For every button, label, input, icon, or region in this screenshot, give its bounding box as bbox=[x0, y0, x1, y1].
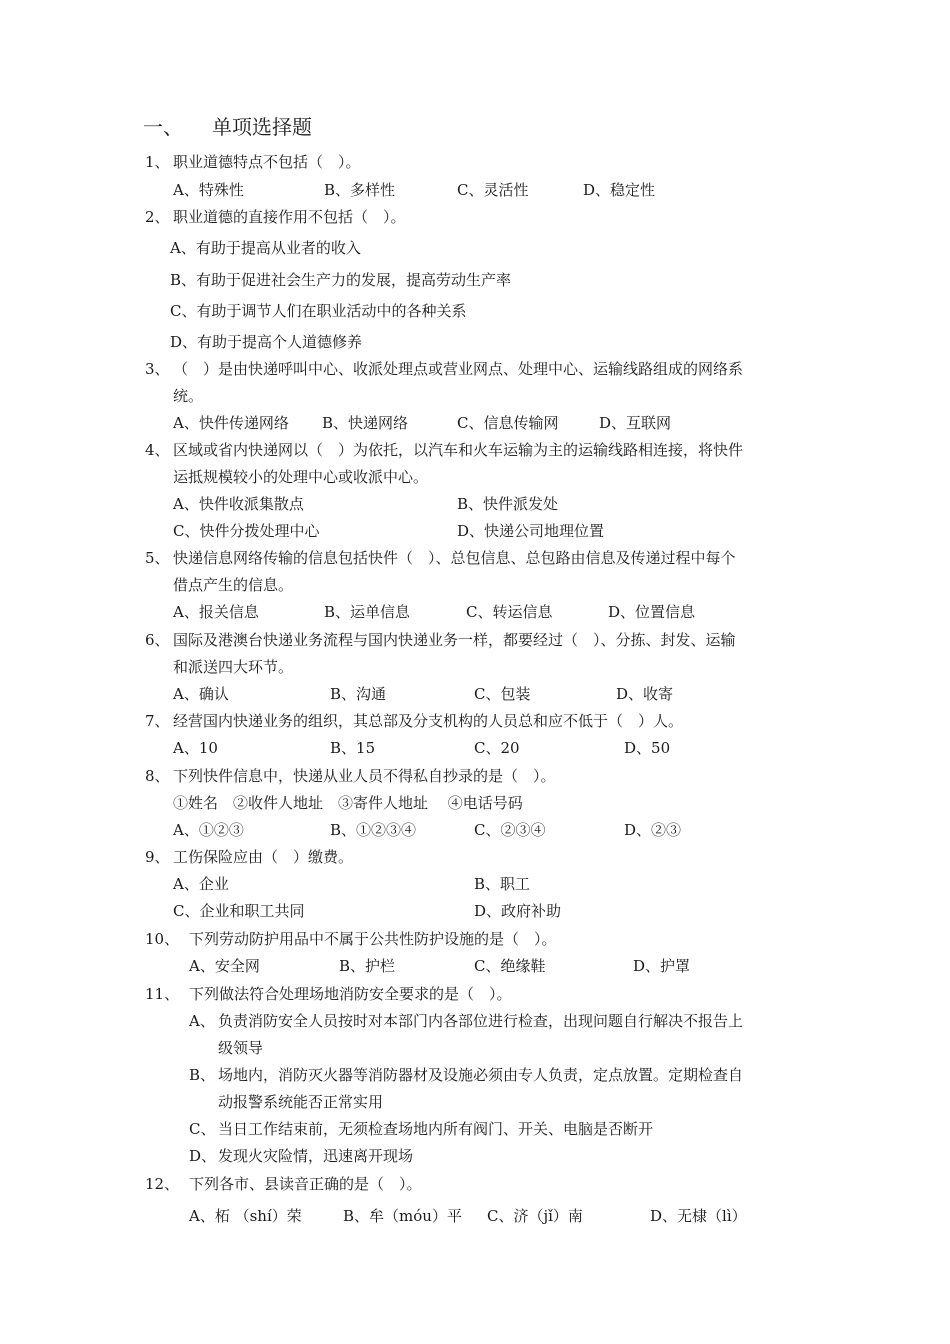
option-d: D、政府补助 bbox=[474, 902, 562, 920]
question-text: （ ）是由快递呼叫中心、收派处理点或营业网点、处理中心、运输线路组成的网络系 bbox=[173, 360, 744, 378]
option-b: B、①②③④ bbox=[330, 821, 417, 839]
question-text-continued: 统。 bbox=[173, 387, 204, 405]
question-number: 4、 bbox=[145, 441, 170, 459]
option-b-label: B、 bbox=[189, 1066, 216, 1084]
option-c: C、信息传输网 bbox=[457, 414, 559, 432]
question-number: 3、 bbox=[145, 360, 170, 378]
option-b: B、快递网络 bbox=[322, 414, 409, 432]
option-a-label: A、 bbox=[189, 1012, 215, 1030]
option-c: C、有助于调节人们在职业活动中的各种关系 bbox=[170, 302, 467, 320]
option-a: A、确认 bbox=[173, 685, 229, 703]
option-d: D、位置信息 bbox=[608, 603, 696, 621]
question-text: 快递信息网络传输的信息包括快件（ ）、总包信息、总包路由信息及传递过程中每个 bbox=[173, 549, 736, 567]
option-a: A、柘 （shí）荣 bbox=[189, 1207, 302, 1225]
option-a: A、报关信息 bbox=[173, 603, 259, 621]
option-d: D、50 bbox=[624, 739, 671, 757]
question-number: 10、 bbox=[145, 930, 180, 948]
question-number: 2、 bbox=[145, 208, 170, 226]
option-b-text-continued: 动报警系统能否正常实用 bbox=[218, 1093, 384, 1111]
question-number: 5、 bbox=[145, 549, 170, 567]
option-a-text: 负责消防安全人员按时对本部门内各部位进行检查，出现问题自行解决不报告上 bbox=[218, 1012, 744, 1030]
option-b: B、有助于促进社会生产力的发展，提高劳动生产率 bbox=[170, 271, 512, 289]
question-text-continued: 运抵规模较小的处理中心或收派中心。 bbox=[173, 468, 429, 486]
option-d: D、无棣（lì） bbox=[650, 1207, 747, 1225]
question-items: ①姓名 ②收件人地址 ③寄件人地址 ④电话号码 bbox=[173, 794, 523, 812]
question-text: 国际及港澳台快递业务流程与国内快递业务一样，都要经过（ ）、分拣、封发、运输 bbox=[173, 631, 736, 649]
option-c: C、20 bbox=[474, 739, 520, 757]
option-a: A、10 bbox=[173, 739, 218, 757]
option-c: C、包装 bbox=[474, 685, 531, 703]
option-d-label: D、 bbox=[189, 1147, 217, 1165]
option-b: B、15 bbox=[330, 739, 376, 757]
option-a: A、快件传递网络 bbox=[173, 414, 289, 432]
question-text: 下列快件信息中，快递从业人员不得私自抄录的是（ ）。 bbox=[173, 767, 556, 785]
option-a: A、有助于提高从业者的收入 bbox=[170, 239, 361, 257]
option-a: A、特殊性 bbox=[173, 181, 244, 199]
option-b: B、多样性 bbox=[324, 181, 396, 199]
option-a: A、安全网 bbox=[189, 957, 260, 975]
question-text: 下列做法符合处理场地消防安全要求的是（ ）。 bbox=[189, 985, 512, 1003]
question-number: 1、 bbox=[145, 153, 170, 171]
question-text: 职业道德的直接作用不包括（ ）。 bbox=[173, 208, 406, 226]
option-b-text: 场地内，消防灭火器等消防器材及设施必须由专人负责，定点放置。定期检查自 bbox=[218, 1066, 744, 1084]
option-a: A、①②③ bbox=[173, 821, 244, 839]
option-b: B、牟（móu）平 bbox=[343, 1207, 462, 1225]
option-d: D、快递公司地理位置 bbox=[457, 522, 605, 540]
option-c: C、转运信息 bbox=[466, 603, 553, 621]
question-text: 下列各市、县读音正确的是（ ）。 bbox=[189, 1175, 422, 1193]
question-text: 经营国内快递业务的组织，其总部及分支机构的人员总和应不低于（ ）人。 bbox=[173, 712, 684, 730]
question-text: 工伤保险应由（ ）缴费。 bbox=[173, 848, 354, 866]
question-text: 区域或省内快递网以（ ）为依托，以汽车和火车运输为主的运输线路相连接，将快件 bbox=[173, 441, 744, 459]
option-c-text: 当日工作结束前，无须检查场地内所有阀门、开关、电脑是否断开 bbox=[218, 1120, 654, 1138]
option-d: D、有助于提高个人道德修养 bbox=[170, 333, 363, 351]
option-d-text: 发现火灾险情，迅速离开现场 bbox=[218, 1147, 414, 1165]
option-b: B、护栏 bbox=[339, 957, 396, 975]
option-a: A、快件收派集散点 bbox=[173, 495, 304, 513]
option-c: C、灵活性 bbox=[457, 181, 529, 199]
question-number: 6、 bbox=[145, 631, 170, 649]
option-a-text-continued: 级领导 bbox=[218, 1039, 264, 1057]
question-number: 9、 bbox=[145, 848, 170, 866]
option-d: D、护罩 bbox=[633, 957, 691, 975]
question-number: 12、 bbox=[145, 1175, 180, 1193]
option-d: D、收寄 bbox=[616, 685, 674, 703]
question-text: 下列劳动防护用品中不属于公共性防护设施的是（ ）。 bbox=[189, 930, 557, 948]
option-d: D、互联网 bbox=[599, 414, 672, 432]
option-c: C、绝缘鞋 bbox=[474, 957, 546, 975]
option-d: D、②③ bbox=[624, 821, 682, 839]
option-c: C、济（jǐ）南 bbox=[487, 1207, 583, 1225]
question-text-continued: 借点产生的信息。 bbox=[173, 576, 294, 594]
option-c: C、②③④ bbox=[474, 821, 546, 839]
question-number: 8、 bbox=[145, 767, 170, 785]
option-b: B、职工 bbox=[474, 875, 531, 893]
option-c: C、快件分拨处理中心 bbox=[173, 522, 320, 540]
question-text: 职业道德特点不包括（ ）。 bbox=[173, 153, 361, 171]
option-a: A、企业 bbox=[173, 875, 229, 893]
option-b: B、快件派发处 bbox=[457, 495, 559, 513]
question-number: 7、 bbox=[145, 712, 170, 730]
question-number: 11、 bbox=[145, 985, 180, 1003]
section-title: 单项选择题 bbox=[212, 115, 312, 139]
section-number: 一、 bbox=[143, 115, 183, 139]
option-c-label: C、 bbox=[189, 1120, 216, 1138]
question-text-continued: 和派送四大环节。 bbox=[173, 658, 294, 676]
option-c: C、企业和职工共同 bbox=[173, 902, 305, 920]
option-b: B、运单信息 bbox=[324, 603, 411, 621]
option-d: D、稳定性 bbox=[583, 181, 656, 199]
option-b: B、沟通 bbox=[330, 685, 387, 703]
